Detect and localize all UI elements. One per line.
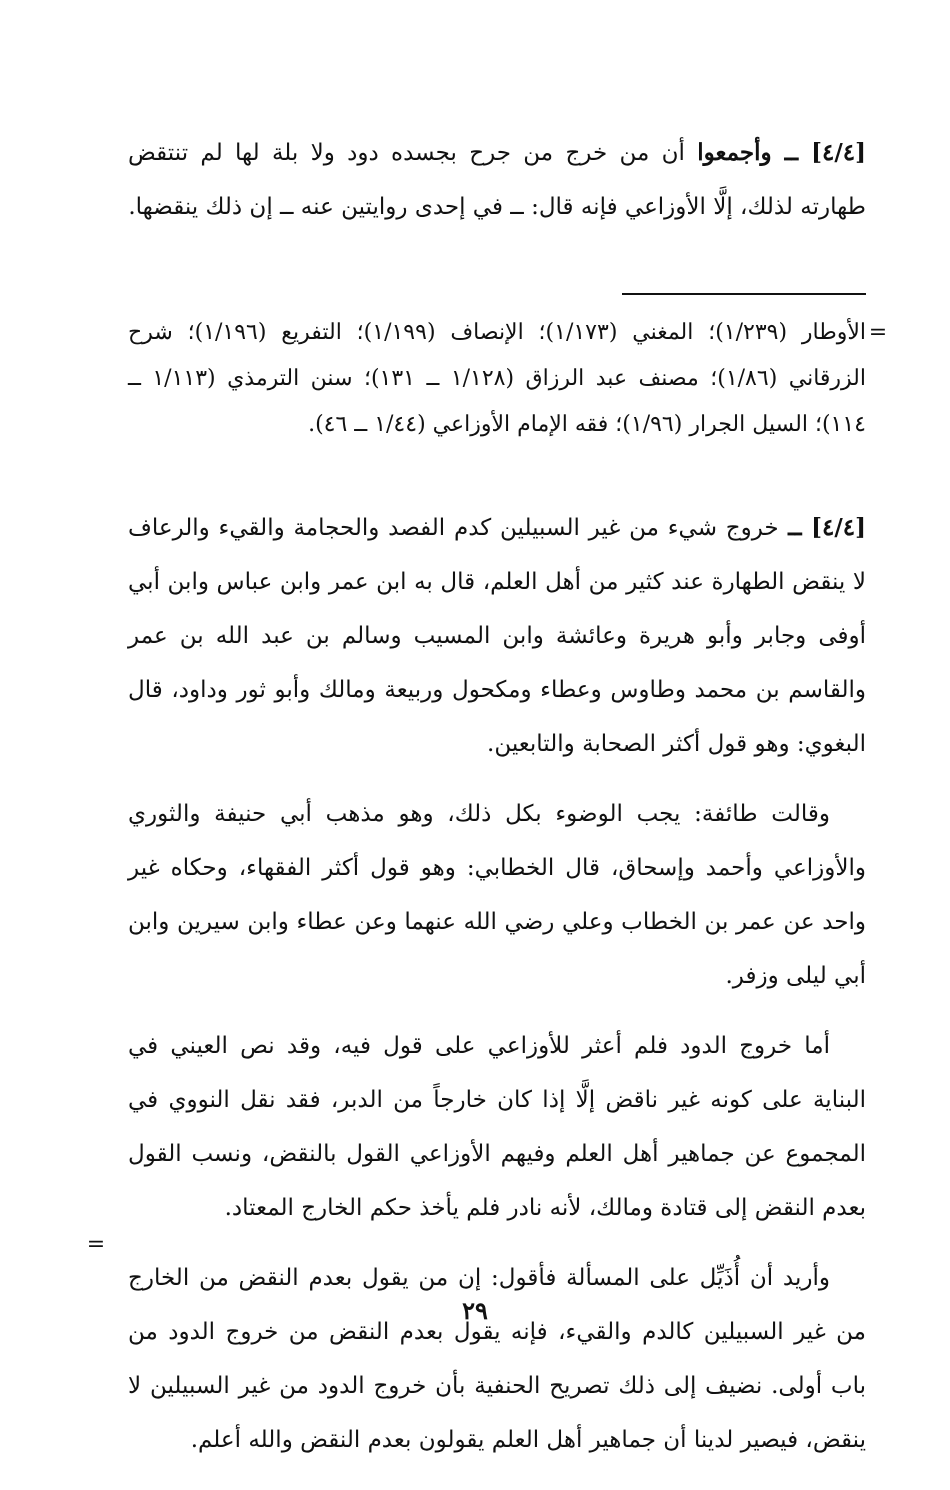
section-1-ref: [٤/٤] ــ [771,139,866,166]
section-1-lead: وأجمعوا [697,139,772,166]
footnote-continuation-mark: = [868,320,888,345]
paragraph-4: وأريد أن أُذَيِّل على المسألة فأقول: إن من يقول بعدم النقض من الخارج من غير السبيلين كالدم والقيء، فإنه يقول بعدم النقض من خروج الدود من باب أولى. نضيف إلى ذلك تصريح الحنفية بأن خروج الدود من غير السبيلين لا ينقض، فيصير لدينا أن جماهير أهل العلم يقولون بعدم النقض والله أعلم. [128,1265,866,1453]
footnote-separator [622,293,866,295]
paragraph-3: أما خروج الدود فلم أعثر للأوزاعي على قول فيه، وقد نص العيني في البناية على كونه غير ناقض إلَّا إذا كان خارجاً من الدبر، فقد نقل النووي في المجموع عن جماهير أهل العلم وفيهم الأوزاعي القول بالنقض، ونسب القول بعدم النقض إلى قتادة ومالك، لأنه نادر فلم يأخذ حكم الخارج المعتاد. [128,1033,866,1221]
section-1-paragraph [128,126,866,234]
section-2-ref: [٤/٤] ــ [778,514,866,541]
bottom-continuation-mark: = [86,1232,106,1257]
section-2-text: خروج شيء من غير السبيلين كدم الفصد والحجامة والقيء والرعاف لا ينقض الطهارة عند كثير من أهل العلم، قال به ابن عمر وابن عباس وابن أبي أوفى وجابر وأبو هريرة وعائشة وابن المسيب وسالم بن عبد الله بن عمر والقاسم بن محمد وطاوس وعطاء ومكحول وربيعة ومالك وأبو ثور وداود، قال البغوي: وهو قول أكثر الصحابة والتابعين. [128,515,866,757]
section-1-text: أن من خرج من جرح بجسده دود ولا بلة لها لم تنتقض طهارته لذلك، إلَّا الأوزاعي فإنه قال: ــ في إحدى روايتين عنه ــ إن ذلك ينقضها. [128,140,866,220]
section-1 [128,126,866,234]
paragraph-2: وقالت طائفة: يجب الوضوء بكل ذلك، وهو مذهب أبي حنيفة والثوري والأوزاعي وأحمد وإسحاق، قال الخطابي: وهو قول أكثر الفقهاء، وحكاه غير واحد عن عمر بن الخطاب وعلي رضي الله عنهما وعن عطاء وابن سيرين وابن أبي ليلى وزفر. [128,801,866,989]
page-number: ٢٩ [462,1296,488,1325]
section-2-paragraph [128,501,866,771]
footnote-text: الأوطار (١/٢٣٩)؛ المغني (١/١٧٣)؛ الإنصاف (١/١٩٩)؛ التفريع (١/١٩٦)؛ شرح الزرقاني (١/٨٦)؛ مصنف عبد الرزاق (١/١٢٨ ــ ١٣١)؛ سنن الترمذي (١/١١٣ ــ ١١٤)؛ السيل الجرار (١/٩٦)؛ فقه الإمام الأوزاعي (١/٤٤ ــ ٤٦). [128,320,867,437]
footnote [128,310,866,448]
